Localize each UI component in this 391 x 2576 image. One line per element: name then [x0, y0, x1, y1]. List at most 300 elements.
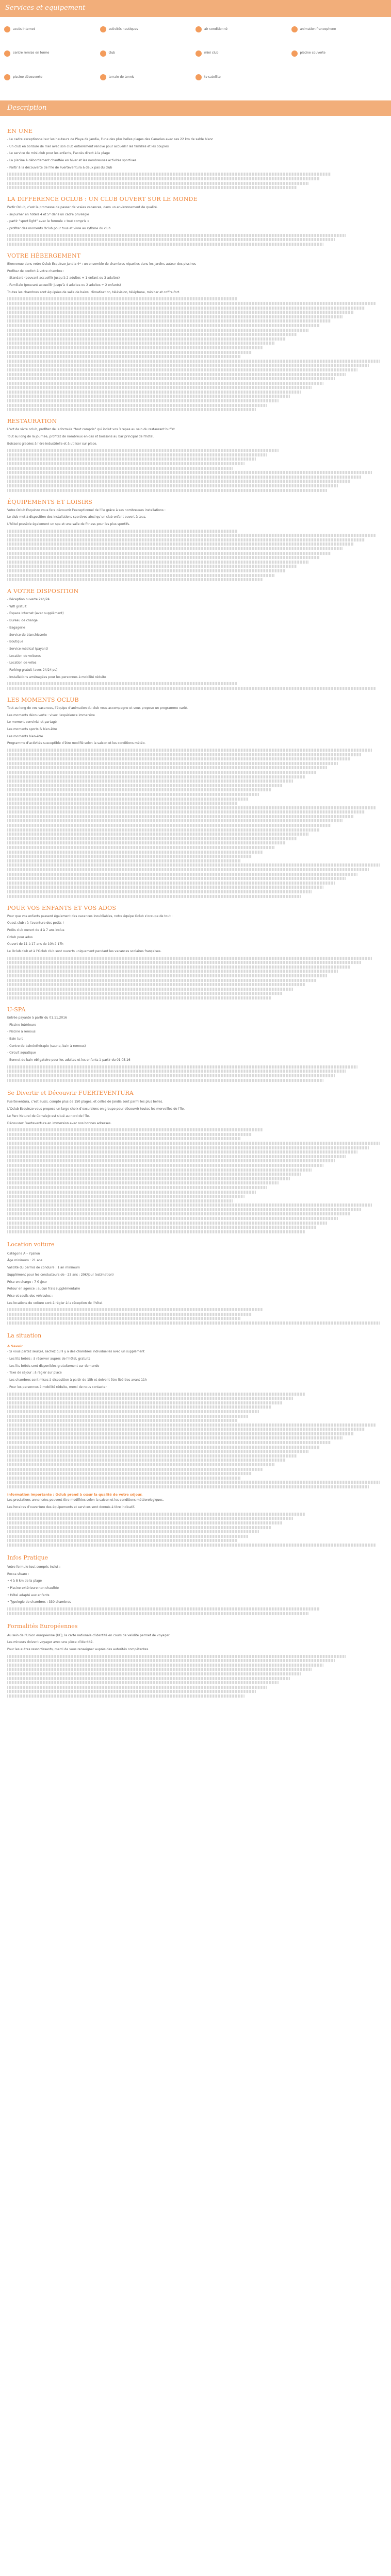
service-item	[4, 74, 100, 80]
section-text: Boissons glacées à l’ère industrielle et à utiliser sur place.	[7, 442, 97, 446]
text-line	[7, 841, 286, 844]
description-content	[0, 116, 391, 1698]
section-title-spa: U-SPA	[7, 1006, 26, 1013]
text-line	[7, 1308, 263, 1311]
text-line	[7, 1405, 271, 1409]
section-text: - Réception ouverte 24h/24	[7, 598, 50, 602]
text-line	[7, 307, 365, 310]
section-text: - Bagagerie	[7, 625, 25, 630]
text-line	[7, 243, 323, 246]
section-text: - Location de vélos	[7, 661, 37, 665]
text-line	[7, 1694, 245, 1698]
service-label: club	[108, 51, 116, 55]
text-line	[7, 779, 294, 783]
text-line	[7, 311, 354, 314]
text-line	[7, 1677, 290, 1680]
text-line	[7, 1526, 271, 1529]
section-text: Les mineurs doivent voyager avec une pièce d’identité.	[7, 1640, 94, 1645]
text-line	[7, 846, 274, 849]
section-text: - Partir à la découverte de l’île de Fuerteventura à deux pas du club	[7, 165, 112, 170]
text-line	[7, 1146, 369, 1149]
section-text: • Hôtel adapté aux enfants	[7, 1593, 50, 1597]
section-text: Profitez de confort à votre chambre :	[7, 269, 64, 273]
text-line	[7, 1477, 241, 1480]
text-line	[7, 404, 267, 407]
text-line	[7, 771, 316, 774]
text-line	[7, 382, 323, 385]
text-line	[7, 1195, 245, 1198]
text-line	[7, 1454, 297, 1458]
snowflake-icon	[196, 26, 202, 32]
section-text: L’hôtel possède également un spa et une salle de fitness pour les plus sportifs.	[7, 522, 131, 526]
section-title-hebergement: VOTRE HÉBERGEMENT	[7, 252, 81, 260]
section-text: - Wifi gratuit	[7, 604, 27, 608]
text-line	[7, 802, 237, 805]
text-line	[7, 1321, 380, 1325]
text-line	[7, 333, 297, 336]
section-text: - Location de voitures	[7, 654, 41, 658]
text-line	[7, 1428, 365, 1431]
text-line	[7, 1521, 282, 1524]
section-text: • Piscine extérieure non chauffée	[7, 1586, 59, 1590]
section-title-difference: LA DIFFERENCE OCLUB : UN CLUB OUVERT SUR LE MONDE	[7, 196, 198, 203]
text-line	[7, 1472, 252, 1475]
service-item	[100, 50, 196, 57]
text-line	[7, 979, 316, 982]
text-line	[7, 552, 331, 555]
text-line	[7, 828, 320, 832]
text-line	[7, 177, 320, 180]
text-line	[7, 1517, 294, 1520]
service-label: activités nautiques	[108, 27, 138, 31]
section-title-en_une: EN UNE	[7, 128, 33, 134]
section-title-info_pratique: Infos Pratique	[7, 1554, 48, 1561]
wifi-icon	[4, 26, 10, 32]
service-item	[100, 74, 196, 80]
text-line	[7, 1217, 338, 1220]
section-title-disposition: A VOTRE DISPOSITION	[7, 588, 79, 595]
section-text: - Bureau de change	[7, 619, 38, 623]
section-text: - Taxe de séjour : à régler sur place	[7, 1371, 62, 1375]
section-text: Découvrez Fuerteventura en immersion avec nos bonnes adresses.	[7, 1121, 112, 1125]
text-line	[7, 682, 237, 685]
section-text: - Piscine intérieure	[7, 1023, 36, 1027]
text-line	[7, 1222, 328, 1225]
dumbbell-icon	[4, 50, 10, 57]
text-line	[7, 992, 282, 995]
section-text: Ouest club : à l’aventure des petits !	[7, 921, 64, 925]
text-line	[7, 547, 343, 550]
section-text: - Les lits bébés sont disponibles gratuitement sur demande	[7, 1364, 100, 1368]
text-line	[7, 810, 365, 814]
section-text: Catégorie A – Ypsilon	[7, 1251, 40, 1256]
service-item	[4, 26, 100, 32]
text-line	[7, 877, 346, 880]
text-line	[7, 329, 308, 332]
text-line	[7, 983, 305, 986]
text-line	[7, 484, 338, 487]
text-line	[7, 1065, 357, 1069]
service-item	[291, 50, 387, 57]
text-line	[7, 1074, 335, 1077]
text-line	[7, 489, 328, 492]
text-line	[7, 815, 354, 818]
text-line	[7, 819, 343, 822]
description-header	[0, 100, 391, 116]
section-text: - Bain turc	[7, 1037, 24, 1041]
text-line	[7, 1173, 301, 1176]
text-line	[7, 1690, 256, 1693]
text-line	[7, 1128, 263, 1131]
tennis-icon	[100, 74, 106, 80]
text-line	[7, 1208, 361, 1211]
section-text: - Familiale (pouvant accueillir jusqu’à 4 adultes ou 2 adultes + 2 enfants)	[7, 283, 121, 287]
text-line	[7, 753, 361, 756]
text-line	[7, 1204, 372, 1207]
text-line	[7, 449, 279, 452]
section-text: - séjourner en hôtels 4 et 5* dans un cadre privilégié	[7, 212, 89, 216]
section-title-moments: LES MOMENTS OCLUB	[7, 696, 79, 703]
section-text: Toutes les chambres sont équipées de salle de bains, climatisation, télévision, téléphone, minibar et coffre-fort.	[7, 290, 181, 294]
text-line	[7, 355, 241, 358]
section-text: Votre Oclub Esquinzo vous fera découvrir l’exceptionnel de l’île grâce à ses nombreuses installations :	[7, 508, 166, 512]
section-text: - partir “sport light” avec le formule « tout compris »	[7, 219, 89, 224]
text-line	[7, 833, 308, 836]
section-text: - La piscine à débordement chauffée en hiver et les nombreuses activités sportives	[7, 159, 137, 162]
section-text: Les locations de voiture sont à régler à la réception de l’hôtel.	[7, 1301, 104, 1305]
text-line	[7, 1155, 346, 1158]
pool-icon	[4, 74, 10, 80]
text-line	[7, 1393, 305, 1396]
text-line	[7, 1230, 305, 1233]
section-text: Programme d’activités susceptible d’être modifié selon la saison et les conditions météo.	[7, 741, 146, 745]
text-line	[7, 386, 312, 389]
section-text: - Bonnet de bain obligatoire pour les adultes et les enfants à partir du 01.05.16	[7, 1058, 131, 1062]
text-line	[7, 556, 320, 559]
text-line	[7, 974, 328, 977]
section-text: - Service médical (payant)	[7, 647, 48, 651]
pool-icon	[291, 50, 298, 57]
section-text: Retour en agence : aucun frais supplémentaire	[7, 1287, 80, 1291]
service-label: tv satellite	[204, 75, 221, 79]
text-line	[7, 1150, 357, 1154]
text-line	[7, 1513, 305, 1516]
text-line	[7, 1463, 274, 1466]
section-text: - Espace Internet (avec supplément)	[7, 612, 64, 616]
section-text: - Centre de balnéothérapie (sauna, bain à remous)	[7, 1044, 86, 1048]
text-line	[7, 467, 233, 470]
text-line	[7, 1168, 312, 1172]
section-text: • Typologie de chambres : 330 chambres	[7, 1600, 71, 1604]
text-line	[7, 1544, 376, 1547]
text-line	[7, 462, 245, 465]
people-icon	[291, 26, 298, 32]
text-line	[7, 1142, 380, 1145]
text-line	[7, 391, 301, 394]
section-text: Les moments bien-être	[7, 734, 43, 738]
text-line	[7, 476, 361, 479]
section-text: Les prestations annoncées peuvent être modifiées selon la saison et les conditions météorologiques.	[7, 1498, 164, 1502]
text-line	[7, 373, 346, 376]
text-line	[7, 368, 357, 371]
text-line	[7, 1415, 248, 1418]
section-text: - Installations aménagées pour les personnes à mobilité réduite	[7, 675, 106, 679]
text-line	[7, 561, 308, 564]
text-line	[7, 408, 256, 411]
section-text: - Parking gratuit (avec 24/24 ps)	[7, 668, 58, 672]
service-label: animation francophone	[300, 27, 336, 31]
text-line	[7, 297, 237, 300]
section-text: Le Oclub club et à l’Oclub club sont ouverts uniquement pendant les vacances scolaires françaises.	[7, 949, 161, 953]
text-line	[7, 1612, 308, 1615]
section-title-divertir: Se Divertir et Découvrir FUERTEVENTURA	[7, 1089, 134, 1096]
section-text: Partir Oclub, c’est la promesse de passer de vraies vacances, dans un environnement de qualité.	[7, 206, 158, 210]
text-line	[7, 1664, 323, 1667]
text-line	[7, 1432, 354, 1435]
text-line	[7, 1199, 233, 1202]
section-text: Le moment convivial et partagé	[7, 720, 57, 724]
section-text: Tout au long de vos vacances, l’équipe d’animation du club vous accompagne et vous propose un programme varié.	[7, 706, 188, 710]
text-line	[7, 182, 308, 185]
text-line	[7, 1672, 301, 1675]
section-text: - Piscine à remous	[7, 1030, 36, 1034]
section-text: Les moments sports & bien-être	[7, 727, 57, 731]
text-line	[7, 837, 297, 840]
section-text: Au sein de l’Union européenne (UE), la carte nationale d’identité en cours de validité permet de voyager.	[7, 1633, 170, 1637]
service-label: mini club	[204, 51, 219, 55]
text-line	[7, 399, 279, 402]
text-line	[7, 1181, 279, 1184]
section-text: - profiter des moments Oclub pour tous et vivre au rythme du club	[7, 227, 111, 231]
section-text: - Un club en bordure de mer avec son club entièrement rénové pour accueillir les familles et les couples	[7, 144, 169, 148]
text-line	[7, 569, 286, 572]
section-text: - Circuit aquatique	[7, 1051, 36, 1055]
service-label: piscine découverte	[13, 75, 42, 79]
text-line	[7, 863, 380, 867]
text-line	[7, 1423, 376, 1427]
section-text: Prise en charge : 7 € /jour	[7, 1280, 47, 1284]
text-line	[7, 859, 241, 862]
text-line	[7, 784, 282, 787]
section-title-enfants: POUR VOS ENFANTS ET VOS ADOS	[7, 904, 117, 911]
text-line	[7, 337, 286, 341]
section-text: L’Oclub Esquinzo vous propose un large choix d’excursions en groupe pour découvrir toutes les merveilles de l’île.	[7, 1107, 185, 1111]
text-line	[7, 1177, 290, 1180]
section-text: Le Parc Naturel de Corralejo est situé au nord de l’île.	[7, 1114, 90, 1118]
text-line	[7, 538, 365, 541]
text-line	[7, 1659, 335, 1662]
text-line	[7, 534, 376, 537]
text-line	[7, 1530, 259, 1533]
text-line	[7, 471, 372, 474]
text-line	[7, 302, 376, 305]
text-line	[7, 1070, 346, 1073]
text-line	[7, 851, 263, 854]
section-text: L’art de vivre oclub, profitez de la formule “tout compris” qui inclut vos 3 repas au sein du restaurant buffet	[7, 428, 175, 432]
services-header	[0, 0, 391, 17]
section-text: Pour que vos enfants passent également des vacances inoubliables, notre équipe Oclub s’occupe de tout :	[7, 914, 173, 918]
service-item	[196, 26, 291, 32]
text-line	[7, 1450, 308, 1453]
service-label: terrain de tennis	[108, 75, 135, 79]
text-line	[7, 574, 274, 577]
text-line	[7, 1681, 279, 1684]
section-text: - Les lits bébés : à réserver auprès de l’hôtel, gratuits	[7, 1357, 90, 1361]
text-line	[7, 453, 267, 456]
text-line	[7, 757, 350, 760]
text-line	[7, 395, 290, 398]
child-icon	[196, 50, 202, 57]
service-label: air conditionné	[204, 27, 227, 31]
section-title-restauration: RESTAURATION	[7, 418, 57, 425]
text-line	[7, 1317, 241, 1320]
section-text: Tout au long de la journée, profitez de nombreux en-cas et boissons au bar principal de l’hôtel.	[7, 434, 154, 438]
text-line	[7, 970, 338, 973]
text-line	[7, 1535, 248, 1538]
text-line	[7, 1441, 331, 1444]
section-text: - Pour les personnes à mobilité réduite, merci de nous contacter	[7, 1385, 107, 1389]
satellite-icon	[196, 74, 202, 80]
section-text: - Standard (pouvant accueillir jusqu’à 2 adultes + 1 enfant ou 3 adultes)	[7, 276, 120, 280]
text-line	[7, 996, 271, 999]
text-line	[7, 988, 294, 991]
text-line	[7, 687, 376, 690]
text-line	[7, 480, 350, 483]
section-text: Âge minimum : 21 ans	[7, 1259, 42, 1263]
section-title-situation: La situation	[7, 1332, 42, 1340]
section-text: Bienvenue dans votre Oclub Esquinzo Jandia 4* : un ensemble de chambres réparties dans les jardins autour des piscines	[7, 262, 196, 266]
description-title: Description	[7, 104, 47, 112]
text-line	[7, 957, 372, 960]
section-text: Rocca sfuare :	[7, 1572, 29, 1576]
service-item	[196, 50, 291, 57]
service-label: centre remise en forme	[13, 51, 50, 55]
section-title-important: Information importante : Oclub prend à cœur la qualité de votre séjour.	[7, 1493, 143, 1497]
text-line	[7, 1159, 335, 1162]
section-text: - Le service de mini-club pour les enfants, l’accès direct à la plage	[7, 151, 110, 156]
text-line	[7, 895, 301, 898]
text-line	[7, 824, 331, 827]
text-line	[7, 1137, 241, 1140]
service-item	[100, 26, 196, 32]
text-line	[7, 319, 331, 323]
text-line	[7, 890, 312, 893]
text-line	[7, 351, 252, 354]
text-line	[7, 530, 237, 533]
text-line	[7, 1397, 294, 1400]
text-line	[7, 1419, 237, 1422]
text-line	[7, 578, 263, 581]
text-line	[7, 324, 320, 327]
section-text: - Boutique	[7, 640, 23, 644]
text-line	[7, 1186, 267, 1189]
text-line	[7, 868, 369, 871]
text-line	[7, 186, 297, 189]
section-text: Ouvert de 11 à 17 ans de 10h à 17h	[7, 942, 63, 946]
text-line	[7, 855, 252, 858]
text-line	[7, 1468, 263, 1471]
text-line	[7, 1226, 316, 1229]
text-line	[7, 346, 263, 349]
text-line	[7, 315, 343, 318]
section-text: Le club met à disposition des installations sportives ainsi qu’un club enfant ouvert à tous.	[7, 515, 146, 519]
text-line	[7, 543, 354, 546]
text-line	[7, 1410, 259, 1413]
text-line	[7, 775, 305, 778]
text-line	[7, 234, 346, 237]
text-line	[7, 766, 328, 769]
text-line	[7, 1686, 267, 1689]
service-label: accès Internet	[13, 27, 35, 31]
text-line	[7, 882, 335, 885]
text-line	[7, 965, 350, 969]
text-line	[7, 360, 380, 363]
section-text: • 4 à 8 km de la plage	[7, 1579, 42, 1583]
section-text: Votre formule tout compris inclut :	[7, 1565, 61, 1569]
text-line	[7, 1079, 323, 1082]
text-line	[7, 762, 338, 765]
text-line	[7, 788, 271, 791]
text-line	[7, 961, 361, 964]
kayak-icon	[100, 26, 106, 32]
service-item	[196, 74, 291, 80]
text-line	[7, 1539, 237, 1542]
text-line	[7, 1446, 320, 1449]
service-label: piscine couverte	[300, 51, 325, 55]
text-line	[7, 1164, 323, 1167]
text-line	[7, 1485, 369, 1488]
service-item	[4, 50, 100, 57]
text-line	[7, 457, 256, 461]
section-text: - Service de blanchisserie	[7, 633, 47, 637]
section-text: Les moments découverte : vivez l’expérience immersive	[7, 713, 95, 717]
section-text: Validité du permis de conduire : 1 an minimum	[7, 1266, 80, 1270]
text-line	[7, 342, 274, 345]
section-text: Fuerteventura, c’est aussi, compte plus de 150 plages, et celles de Jandia sont parmi les plus belles.	[7, 1100, 164, 1104]
text-line	[7, 886, 323, 889]
text-line	[7, 1191, 256, 1194]
section-text: Prise et seuils des véhicules :	[7, 1294, 53, 1298]
text-line	[7, 1436, 343, 1439]
text-line	[7, 793, 259, 796]
text-line	[7, 173, 331, 176]
section-text: Les horaires d’ouverture des équipements et services sont donnés à titre indicatif.	[7, 1505, 135, 1510]
text-line	[7, 1401, 282, 1404]
section-subtitle: A Savoir	[7, 1344, 23, 1348]
text-line	[7, 565, 297, 568]
text-line	[7, 806, 376, 809]
section-text: - Le cadre exceptionnel sur les hauteurs de Playa de Jandia, l’une des plus belles plages des Canaries avec ses 22 km de sable blanc	[7, 137, 214, 141]
section-text: Pour les autres ressortissants, merci de vous renseigner auprès des autorités compétentes.	[7, 1647, 150, 1651]
text-line	[7, 749, 372, 752]
section-text: Supplément pour les conducteurs de - 23 ans : 20€/jour (estimation)	[7, 1273, 114, 1277]
text-line	[7, 238, 335, 241]
section-text: Oclub pour ados	[7, 935, 33, 939]
service-item	[291, 26, 387, 32]
text-line	[7, 798, 248, 801]
club-icon	[100, 50, 106, 57]
section-text: Entrée payante à partir du 01.11.2016	[7, 1015, 67, 1020]
text-line	[7, 1133, 252, 1136]
text-line	[7, 1655, 346, 1658]
section-title-equipements: ÉQUIPEMENTS ET LOISIRS	[7, 498, 93, 505]
services-title: Services et equipement	[5, 4, 86, 12]
section-text: Petits club ouvert de 4 à 7 ans inclus	[7, 928, 64, 932]
text-line	[7, 1459, 286, 1462]
section-text: - Si vous partez seul(e), sachez qu’il y a des chambres individuelles avec un supplément	[7, 1350, 145, 1354]
text-line	[7, 1481, 380, 1484]
text-line	[7, 1668, 312, 1671]
